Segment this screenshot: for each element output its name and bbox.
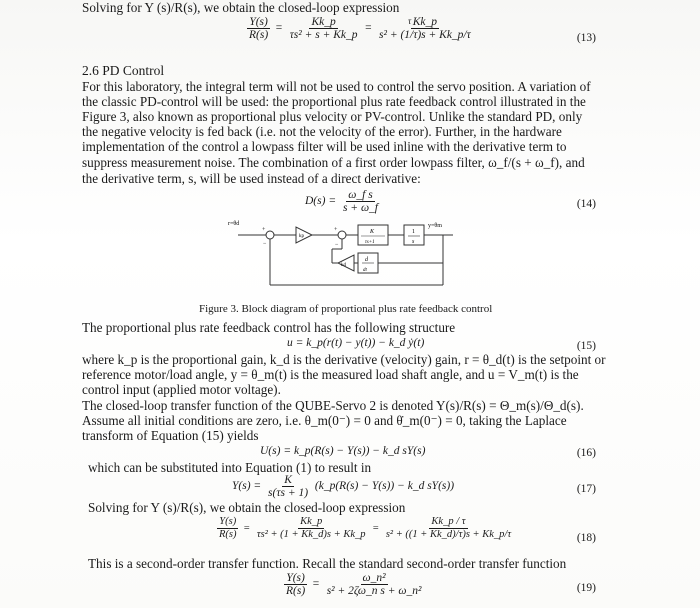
svg-text:s: s bbox=[412, 239, 415, 245]
eq19-number: (19) bbox=[576, 582, 596, 594]
paragraph-6: Solving for Y (s)/R(s), we obtain the closed-loop expression bbox=[88, 500, 406, 515]
eq15-number: (15) bbox=[576, 340, 596, 352]
eq13-number: (13) bbox=[576, 32, 596, 44]
eq17-number: (17) bbox=[576, 483, 596, 495]
equation-13: $\frac{Y(s)}{R(s)}$ = $\frac{Kk\_p}{\text{τs² + s + Kk\_p}}$ = $\frac{Kk\_p}{\text{s² + (1/τ)s + Kk\_p/τ}}$ bbox=[249, 16, 471, 41]
svg-text:y=θm: y=θm bbox=[428, 223, 442, 229]
svg-text:d: d bbox=[365, 257, 368, 263]
svg-text:−: − bbox=[335, 242, 339, 248]
equation-17: Y(s) = $\frac{K}{s(\tau s + 1)}$ (k_p(R(s) − Y(s)) − k_d sY(s)) bbox=[232, 474, 455, 499]
paragraph-5: which can be substituted into Equation (1) to result in bbox=[88, 460, 372, 475]
paragraph-2: The proportional plus rate feedback control has the following structure bbox=[82, 320, 456, 335]
svg-text:r=θd: r=θd bbox=[228, 221, 240, 227]
document-page: Solving for Y (s)/R(s), we obtain the closed-loop expression $\frac{Y(s)}{R(s)}$ = $\frac{Kk\_p}{\text{τs² + s + Kk\_p}}$ = $\frac{Kk\_p}{\text{s² + (1/τ)s + Kk\_p/τ}}$ τ (13) 2.6 PD Control For this laboratory, the integral term will not be used to control the servo position. A variation of the classic PD-control will be used: the proportional plus rate feedback control illustrated in the Figure 3, also known as proportional plus velocity or PV-control. Unlike the standard PD, only the negative velocity is fed back (i.e. not the velocity of the error). Further, in the hardware implementation of the control a lowpass filter will be used inline with the derivative term to suppress measurement noise. The combination of a first order lowpass filter, ω_f/(s + ω_f), and the derivative term, s, will be used instead of a direct derivative: D(s) = $\frac{\text{ω\_f s}}{s + \omega\_f}$ (14) r=θd y=θm kp K τs+1 1 s kd d dt + − + − Figure 3. Block diagram of proportional plus rate feedback control The proportional plus rate feedback control has the following structure u = k_p(r(t) − y(t)) − k_d ẏ(t) (15) where k_p is the proportional gain, k_d is the derivative (velocity) gain, r = θ_d(t) is the setpoint or reference motor/load angle, y = θ_m(t) is the measured load shaft angle, and u = V_m(t) is the control input (applied motor voltage). The closed-loop transfer function of the QUBE-Servo 2 is denoted Y(s)/R(s) = Θ_m(s)/Θ_d(s). Assume all initial conditions are zero, i.e. θ_m(0⁻) = 0 and θ̇_m(0⁻) = 0, taking the Laplace transform of Equation (15) yields U(s) = k_p(R(s) − Y(s)) − k_d sY(s) (16) which can be substituted into Equation (1) to result in Y(s) = $\frac{K}{s(\tau s + 1)}$ (k_p(R(s) − Y(s)) − k_d sY(s)) (17) Solving for Y (s)/R(s), we obtain the closed-loop expression $\frac{Y(s)}{R(s)}$ = $\frac{Kk\_p}{\text{τs² + (1 + Kk\_d)s + Kk\_p}}$ = $\frac{Kk\_p / \tau}{\text{s² + ((1 + Kk\_d)/τ)s + Kk\_p/τ}}$ (18) This is a second-order transfer function. Recall the standard second-order transfer function $\frac{Y(s)}{R(s)}$ = $\frac{\text{ω\_n²}}{\text{s² + 2ζω\_n s + ω\_n²}}$ (19) bbox=[0, 0, 700, 608]
equation-15: u = k_p(r(t) − y(t)) − k_d ẏ(t) bbox=[287, 337, 425, 349]
svg-text:kd: kd bbox=[341, 263, 346, 268]
svg-text:τs+1: τs+1 bbox=[365, 240, 375, 245]
equation-19: $\frac{Y(s)}{R(s)}$ = $\frac{\text{ω\_n²}}{\text{s² + 2ζω\_n s + ω\_n²}}$ bbox=[286, 572, 422, 597]
figure-caption: Figure 3. Block diagram of proportional plus rate feedback control bbox=[199, 303, 493, 315]
eq16-number: (16) bbox=[576, 447, 596, 459]
svg-text:K: K bbox=[370, 229, 375, 235]
eq18-number: (18) bbox=[576, 532, 596, 544]
paragraph-7: This is a second-order transfer function. Recall the standard second-order transfer function bbox=[88, 556, 567, 571]
eq13-tau: τ bbox=[408, 16, 412, 26]
equation-14: D(s) = $\frac{\text{ω\_f s}}{s + \omega\_f}$ bbox=[305, 189, 379, 214]
eq14-number: (14) bbox=[576, 198, 596, 210]
svg-text:−: − bbox=[263, 241, 267, 247]
equation-18: $\frac{Y(s)}{R(s)}$ = $\frac{Kk\_p}{\text{τs² + (1 + Kk\_d)s + Kk\_p}}$ = $\frac{Kk\_p / \tau}{\text{s² + ((1 + Kk\_d)/τ)s + Kk\_p/τ}}$ bbox=[219, 516, 512, 540]
top-line: Solving for Y (s)/R(s), we obtain the closed-loop expression bbox=[82, 0, 400, 15]
svg-text:1: 1 bbox=[412, 229, 415, 235]
svg-text:kp: kp bbox=[299, 234, 304, 239]
section-heading: 2.6 PD Control bbox=[82, 63, 165, 78]
equation-16: U(s) = k_p(R(s) − Y(s)) − k_d sY(s) bbox=[260, 445, 426, 457]
block-diagram bbox=[228, 215, 463, 297]
svg-text:+: + bbox=[262, 227, 266, 233]
svg-text:dt: dt bbox=[363, 268, 367, 273]
svg-text:+: + bbox=[334, 227, 338, 233]
